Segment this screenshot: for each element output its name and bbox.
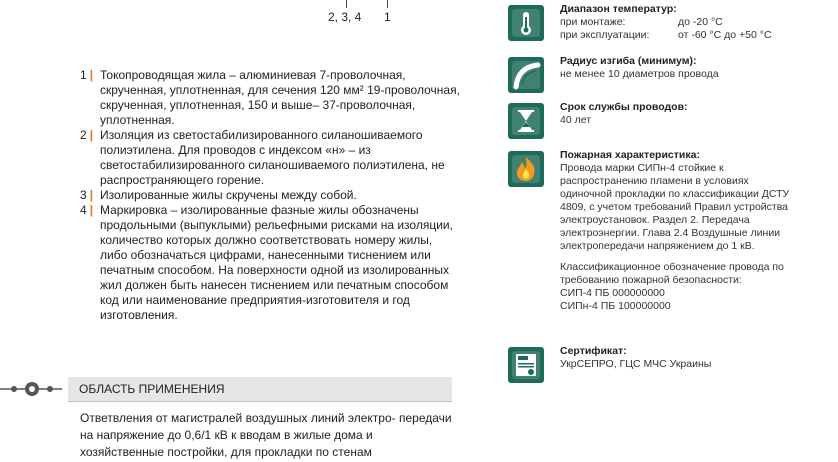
spec-text: не менее 10 диаметров провода [560,68,719,80]
item-number: 2 | [80,128,94,142]
section-bullet-icon [0,377,68,401]
structure-list [80,68,460,323]
structure-item [80,68,460,128]
item-text: Токопроводящая жила – алюминиевая 7-проволочная, скрученная, уплотненная, для сечения 120 мм² 19-проволочная, скрученная, уплотненная, 150 и выше– 37-проволочная, уплотненная. [100,68,460,127]
section-header-box [68,377,452,402]
application-section-header [0,377,452,401]
spec-title: Радиус изгиба (минимум): [560,55,697,67]
section-title: ОБЛАСТЬ ПРИМЕНЕНИЯ [79,382,225,396]
spec-text: УкрСЕПРО, ГЦС МЧС Украины [560,358,712,370]
classification-intro: Классификационное обозначение провода по требованию пожарной безопасности: [560,261,784,286]
bend-radius-icon [508,57,544,93]
hourglass-icon [508,103,544,139]
item-text: Изоляция из светостабилизированного силаношиваемого полиэтилена. Для проводов с индексом «н» – из светостабилизированного силаношиваемого полиэтилена, не распространяющего горение. [100,128,445,187]
callout-label-right: 1 [384,10,391,24]
structure-item [80,203,460,323]
diagram-callouts [0,0,460,30]
spec-title: Сертификат: [560,345,627,357]
thermometer-icon [508,5,544,41]
spec-text: Провода марки СИПн-4 стойкие к распространению пламени в условиях одиночной прокладки по классификации ДСТУ 4809, с учетом требований Правил устройства электроустановок. Раздел 2. Передача электроэнергии. Глава 2.4 Воздушные линии электропередачи напряжением до 1 кВ. [560,162,790,252]
item-text: Маркировка – изолированные фазные жилы обозначены продольными (выпуклыми) рельефными рисками на изоляции, количество которых должно соответствовать номеру жилы, либо обозначаться цифрами, нанесенными тиснением или печатным способом. На поверхности одной из изолированных жил должен быть нанесен тиснением или печатным способом код или наименование предприятия-изготовителя и год изготовления. [100,203,453,322]
callout-tick-left [346,0,347,8]
spec-title: Пожарная характеристика: [560,149,700,161]
item-number: 4 | [80,203,94,217]
certificate-icon [508,347,544,383]
item-number: 3 | [80,188,94,202]
callout-tick-right [387,0,388,8]
item-number: 1 | [80,68,94,82]
structure-item [80,188,460,203]
application-text: Ответвления от магистралей воздушных линий электро- передачи на напряжение до 0,6/1 кВ к вводам в жилые дома и хозяйственные постройки, для прокладки по стенам [80,411,452,459]
spec-row: при эксплуатации: от -60 °С до +50 °С [560,29,772,41]
structure-item [80,128,460,188]
flame-icon [508,151,544,187]
spec-title: Диапазон температур: [560,3,677,15]
spec-text: 40 лет [560,114,592,126]
item-text: Изолированные жилы скручены между собой. [100,188,357,202]
spec-row: при монтаже: до -20 °С [560,16,723,28]
classification-code: СИПн-4 ПБ 100000000 [560,300,671,312]
callout-label-left: 2, 3, 4 [328,10,362,24]
spec-title: Срок службы проводов: [560,101,688,113]
classification-code: СИП-4 ПБ 000000000 [560,287,665,299]
